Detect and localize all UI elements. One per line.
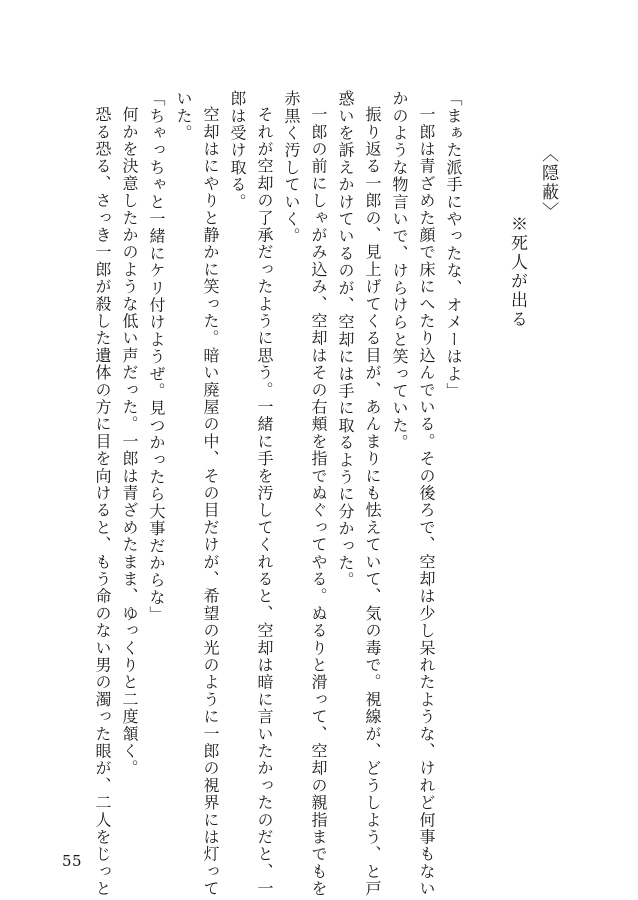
text-line: 何かを決意したかのような低い声だった。一郎は青ざめたまま、ゆっくりと二度頷く。 bbox=[120, 106, 139, 777]
text-line: 一郎は青ざめた顔で床にへたり込んでいる。その後ろで、空却は少し呆れたような、けれど何事もない bbox=[417, 106, 436, 898]
text-line: 惑いを訴えかけているのが、空却には手に取るように分かった。 bbox=[336, 90, 355, 589]
page-number: 55 bbox=[62, 852, 83, 870]
text-line: それが空却の了承だったように思う。一緒に手を汚してくれると、空却は暗に言いたかったのだと、一 bbox=[255, 106, 274, 898]
chapter-heading: 〈隠蔽〉 bbox=[538, 145, 558, 221]
text-line: 「ちゃっちゃと一緒にケリ付けようぜ。見つかったら大事だからな」 bbox=[147, 90, 166, 624]
text-line: 赤黒く汚していく。 bbox=[282, 90, 301, 245]
text-line: 振り返る一郎の、見上げてくる目が、あんまりにも怯えていて、気の毒で。視線が、どうしよう、と戸 bbox=[363, 106, 382, 898]
text-line: 「まぁた派手にやったな、オメーはよ」 bbox=[444, 90, 463, 400]
text-line: 空却はにやりと静かに笑った。暗い廃屋の中、その目だけが、希望の光のように一郎の視界には灯って bbox=[201, 106, 220, 898]
text-line: 恐る恐る、さっき一郎が殺した遺体の方に目を向けると、もう命のない男の濁った眼が、二人をじっと bbox=[93, 106, 112, 898]
text-line: いた。 bbox=[174, 90, 193, 142]
section-heading: ※死人が出る bbox=[507, 215, 527, 329]
text-line: 郎は受け取る。 bbox=[228, 90, 247, 211]
text-line: かのような物言いで、けらけらと笑っていた。 bbox=[390, 90, 409, 452]
text-line: 一郎の前にしゃがみ込み、空却はその右頬を指でぬぐってやる。ぬるりと滑って、空却の親指までもを bbox=[309, 106, 328, 898]
